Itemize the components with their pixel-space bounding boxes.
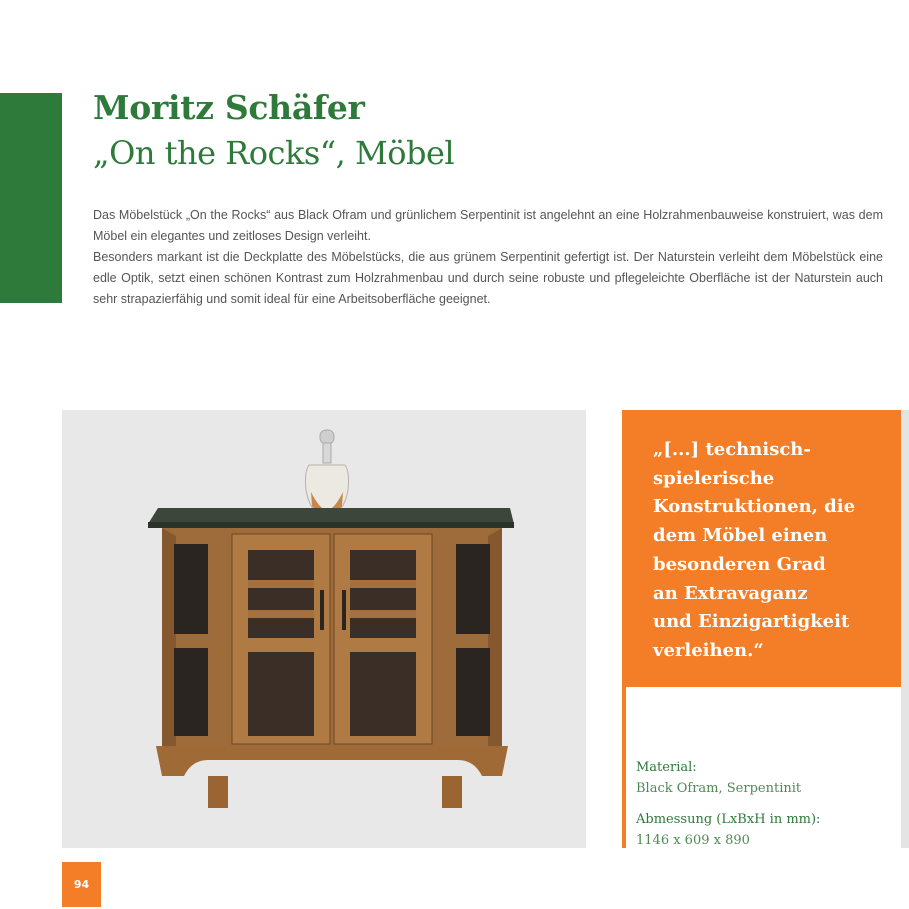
- page-number: 94: [62, 862, 101, 907]
- material-value: Black Ofram, Serpentinit: [636, 781, 802, 796]
- quote-box: [622, 410, 901, 687]
- orange-stripe: [622, 687, 626, 848]
- stone-top: [148, 508, 514, 524]
- designer-name: Moritz Schäfer: [93, 88, 365, 127]
- green-accent-bar: [0, 93, 62, 303]
- dimensions-label: Abmessung (LxBxH in mm):: [636, 812, 821, 827]
- work-title: „On the Rocks“, Möbel: [93, 134, 455, 172]
- furniture-photo: [62, 410, 586, 848]
- intro-paragraph-2: Besonders markant ist die Deckplatte des Möbelstücks, die aus grünem Serpentinit gefertigt ist. Der Naturstein verleiht dem Möbelstück eine edle Optik, setzt einen schönen Kontrast zum Holzrahmenbau und durch seine robuste und pflegeleichte Oberfläche ist der Naturstein auch sehr strapazierfähig und somit ideal für eine Arbeitsoberfläche geeignet.: [93, 250, 883, 306]
- grey-stripe: [901, 410, 909, 848]
- intro-paragraph-1: Das Möbelstück „On the Rocks“ aus Black Ofram und grünlichem Serpentinit ist angelehnt an eine Holzrahmenbauweise konstruiert, was dem Möbel ein elegantes und zeitloses Design verleiht.: [93, 208, 883, 243]
- cabinet-body: [162, 528, 502, 750]
- dimensions-value: 1146 x 609 x 890: [636, 833, 750, 848]
- material-label: Material:: [636, 760, 697, 775]
- intro-text: [93, 205, 883, 310]
- quote-text: „[...] technisch- spielerische Konstruktionen, die dem Möbel einen besonderen Grad an Extravaganz und Einzigartigkeit verleihen.“: [653, 439, 856, 661]
